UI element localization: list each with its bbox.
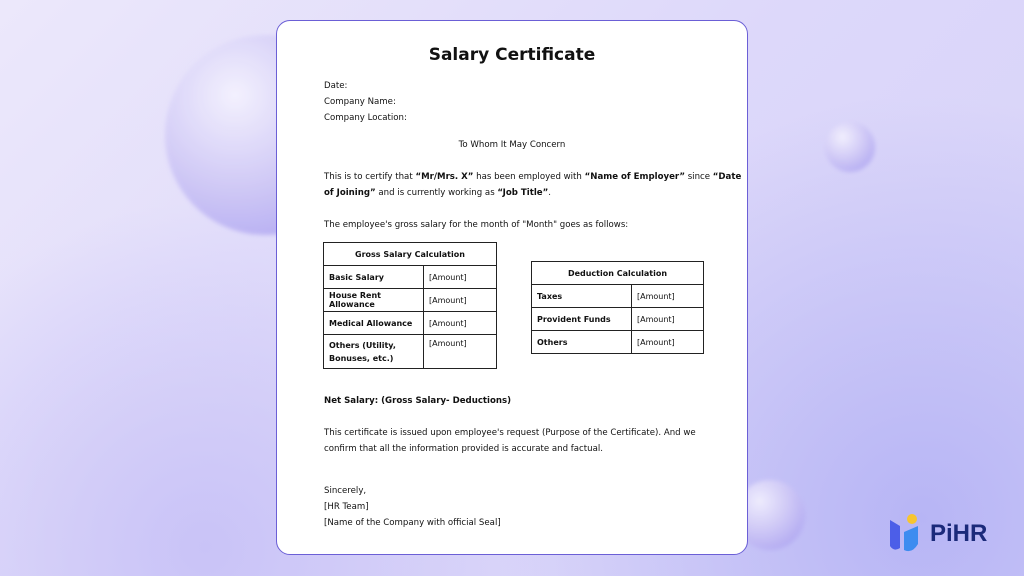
purpose-paragraph-line1: This certificate is issued upon employee's request (Purpose of the Certificate). And we (324, 428, 696, 438)
certify-paragraph-line1: This is to certify that “Mr/Mrs. X” has been employed with “Name of Employer” since “Date (324, 172, 742, 182)
company-location-field: Company Location: (324, 113, 407, 123)
company-name-field: Company Name: (324, 97, 396, 107)
deduction-table-header: Deduction Calculation (532, 262, 704, 285)
table-row: Others [Amount] (532, 331, 704, 354)
table-row: Provident Funds [Amount] (532, 308, 704, 331)
table-row: Taxes [Amount] (532, 285, 704, 308)
table-row: Basic Salary [Amount] (324, 266, 497, 289)
decorative-sphere (825, 122, 875, 172)
deduction-table (531, 261, 704, 354)
purpose-paragraph-line2: confirm that all the information provided is accurate and factual. (324, 444, 603, 454)
salary-certificate-document (276, 20, 748, 555)
gross-table-header: Gross Salary Calculation (324, 243, 497, 266)
date-field: Date: (324, 81, 348, 91)
certify-paragraph-line2: of Joining” and is currently working as “Job Title”. (324, 188, 551, 198)
document-title: Salary Certificate (428, 45, 596, 65)
table-row: House Rent Allowance [Amount] (324, 289, 497, 312)
logo-text: PiHR (930, 520, 988, 547)
pihr-logo (888, 514, 987, 554)
gross-salary-table (323, 242, 497, 369)
net-salary: Net Salary: (Gross Salary- Deductions) (324, 396, 512, 406)
closing-sincerely: Sincerely, (324, 486, 367, 496)
salutation: To Whom It May Concern (458, 140, 566, 150)
pihr-logo-icon (888, 514, 922, 554)
closing-team: [HR Team] (324, 502, 369, 512)
table-row: Medical Allowance [Amount] (324, 312, 497, 335)
table-row: Others (Utility, Bonuses, etc.) [Amount] (324, 335, 497, 369)
gross-salary-intro: The employee's gross salary for the month of "Month" goes as follows: (324, 220, 629, 230)
closing-company: [Name of the Company with official Seal] (324, 518, 501, 528)
